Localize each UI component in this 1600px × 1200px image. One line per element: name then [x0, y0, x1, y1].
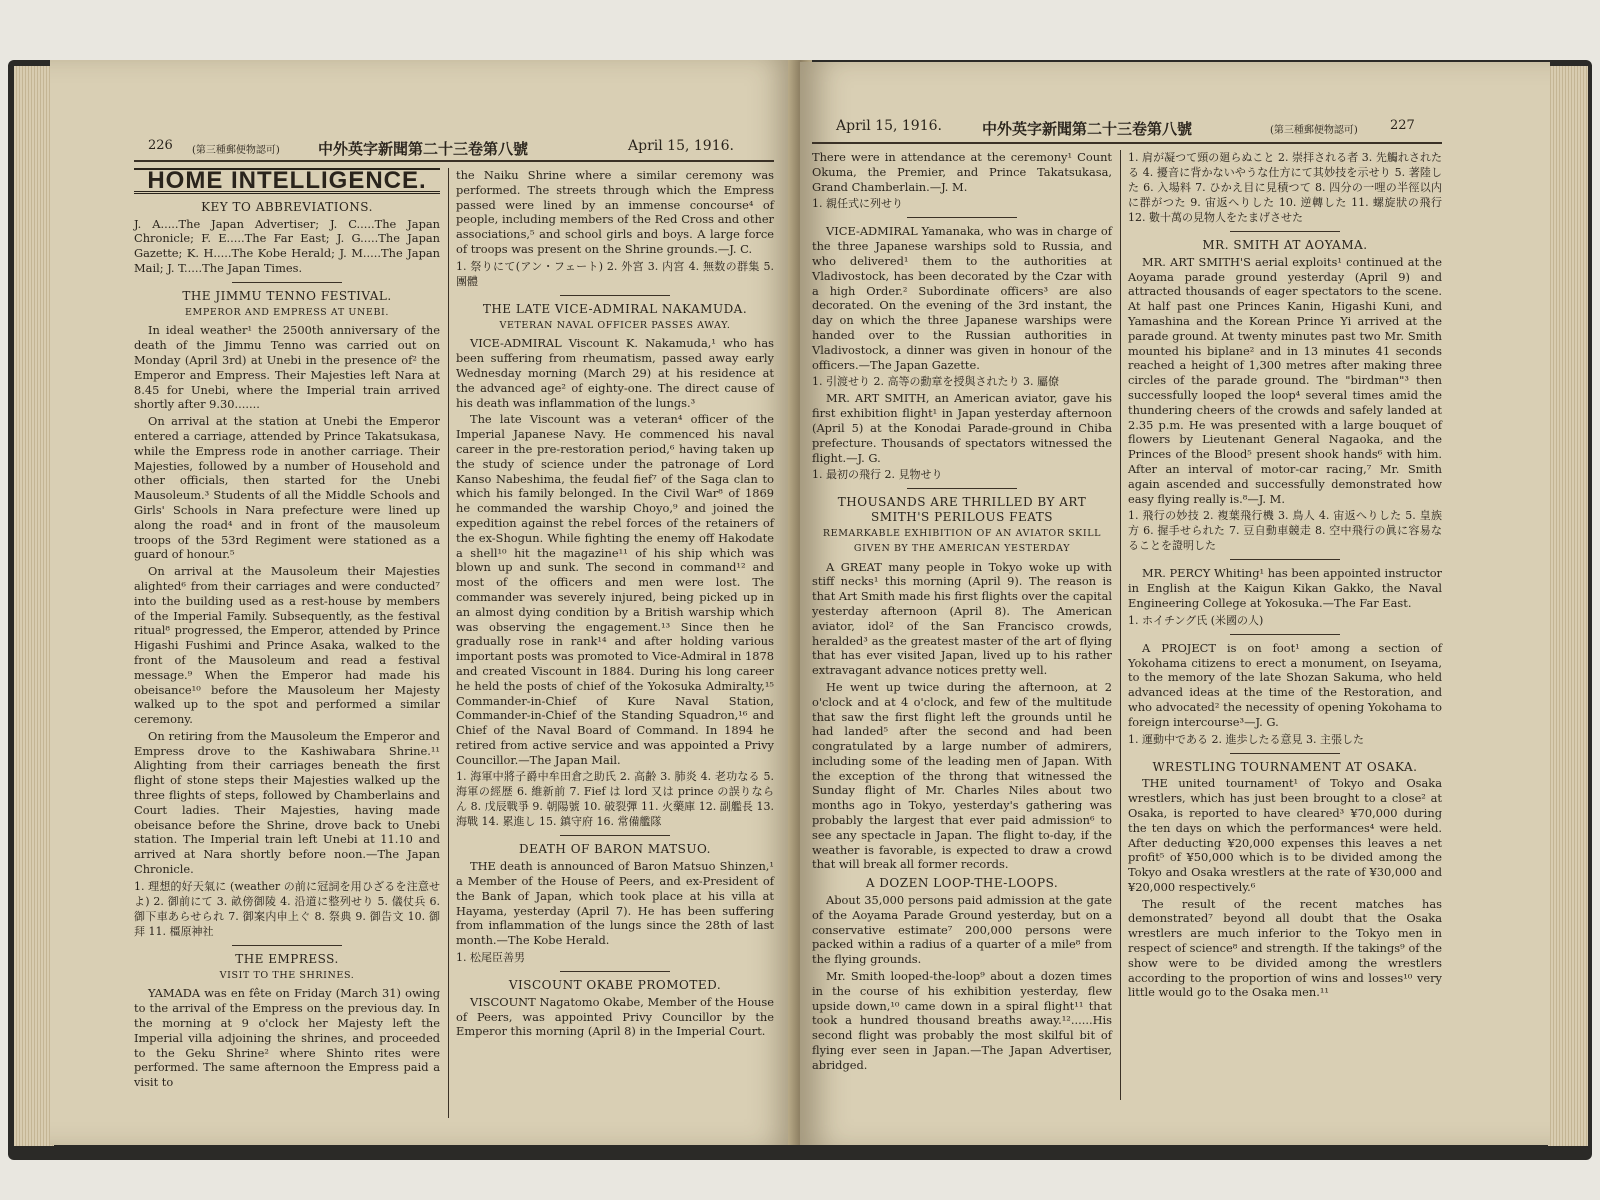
footnotes: 1. 引渡せり 2. 高等の勳章を授與されたり 3. 屬僚 [812, 375, 1059, 389]
article-paragraph: There were in attendance at the ceremony¹ Count Okuma, the Premier, and Prince Takatsukasa, Grand Chamberlain.—J. M. [812, 150, 1112, 194]
divider [1230, 634, 1340, 635]
column-divider [448, 168, 449, 1118]
article-text: J. A.....The Japan Advertiser; J. C.....The Japan Chronicle; F. E.....The Far East; J. G.....The Japan Gazette; K. H.....The Kobe Herald; J. M.....The Japan Mail; J. T.....The Japan Times. [134, 216, 440, 275]
article-heading: MR. SMITH AT AOYAMA. [1202, 238, 1368, 252]
article-paragraph: MR. PERCY Whiting¹ has been appointed instructor in English at the Kaigun Kikan Gakko, the Naval Engineering College at Yokosuka.—The Far East. [1128, 566, 1442, 610]
journal-title: 中外英字新聞第二十三卷第八號 [318, 140, 529, 158]
article-subheading: VETERAN NAVAL OFFICER PASSES AWAY. [499, 319, 731, 331]
divider [907, 488, 1017, 489]
footnotes: 1. 肩が凝つて頸の廻らぬこと 2. 崇拝される者 3. 先觸れされたる 4. 擾音に背かないやうな仕方にて其妙技を示せり 5. 著陸した 6. 入場料 7. ひかえ目に見積つて 8. 四分の一哩の半徑以内に群がつた 9. 宙返へりした 10. 逆轉した 11. 螺旋狀の飛行 12. 數十萬の見物人をたまげさせた [1128, 151, 1442, 224]
right-page-header [800, 118, 1550, 140]
article-heading: THE EMPRESS. [235, 951, 339, 966]
footnotes: 1. 飛行の妙技 2. 複葉飛行機 3. 鳥人 4. 宙返へりした 5. 皇族方 6. 握手せられた 7. 豆自動車競走 8. 空中飛行の眞に容易なることを證明した [1128, 509, 1442, 553]
article-paragraph: On arrival at the station at Unebi the Emperor entered a carriage, attended by Prince Takatsukasa, while the Empress rode in another carriage. Their Majesties, followed by a number of Household and other officials, then started for the Unebi Mausoleum.³ Students of all the Middle Schools and Girls' Schools in Nara prefecture were lined up along the road⁴ and in front of the mausoleum troops of the 53rd Regiment were stationed as a guard of honour.⁵ [134, 414, 440, 562]
article-paragraph: The late Viscount was a veteran⁴ officer of the Imperial Japanese Navy. He commenced his naval career in the pre-restoration period,⁶ having taken up the study of science under the patronage of Lord Kanso Nabeshima, the feudal fief⁷ of the Saga clan to which his family belonged. In the Civil War⁸ of 1869 he commanded the warship Choyo,⁹ and joined the expedition against the rebel forces of the retainers of the ex-Shogun. While fighting the enemy off Hakodate a shell¹⁰ hit the magazine¹¹ of his ship which was blown up and sunk. The second in command¹² and most of the officers and men were lost. The commander was severely injured, being picked up in an almost dying condition by a British warship which was observing the engagement.¹³ Since then he gradually rose in rank¹⁴ and after holding various important posts was promoted to Vice-Admiral in 1878 and created Viscount in 1884. During his long career he held the posts of chief of the Yokosuka Admiralty,¹⁵ Commander-in-Chief of Kure Naval Station, Commander-in-Chief of the Standing Squadron,¹⁶ and Chief of the Naval Board of Command. In 1894 he retired from active service and was appointed a Privy Councillor.—The Japan Mail. [456, 412, 774, 767]
column-divider [1120, 150, 1121, 1100]
divider [232, 282, 342, 283]
article-heading: WRESTLING TOURNAMENT AT OSAKA. [1152, 759, 1418, 774]
header-rule [812, 142, 1442, 144]
footnotes: 1. ホイチング氏 (米國の人) [1128, 613, 1264, 627]
article-paragraph: A GREAT many people in Tokyo woke up with stiff necks¹ this morning (April 9). The reason is that Art Smith made his first flights over the capital yesterday afternoon (April 8). The American aviator, idol² of the San Francisco crowds, heralded³ as the greatest master of the art of flying that has ever visited Japan, lived up to his rather extravagant advance notices pretty well. [812, 559, 1112, 678]
divider [1230, 231, 1340, 232]
article-paragraph: THE death is announced of Baron Matsuo Shinzen,¹ a Member of the House of Peers, and ex-President of the Bank of Japan, which took place at his villa at Hayama, yesterday (April 7). He has been suffering from inflammation of the lungs since the 28th of last month.—The Kobe Herald. [456, 859, 774, 948]
section-title: HOME INTELLIGENCE. [134, 168, 440, 194]
article-paragraph: He went up twice during the afternoon, at 2 o'clock and at 4 o'clock, and few of the multitude that saw the first flight left the grounds until he had landed⁵ after the second and had been congratulated by a large number of admirers, including some of the leading men of Japan. With the exception of the throng that witnessed the Sunday flight of Mr. Charles Niles about two months ago in Tokyo, yesterday's gathering was probably the largest that ever paid admission⁶ to see any spectacle in Japan. The flight to-day, if the weather is favorable, is expected to draw a crowd that will break all former records. [812, 679, 1112, 872]
article-paragraph: VICE-ADMIRAL Yamanaka, who was in charge of the three Japanese warships sold to Russia, and who delivered¹ them to the authorities at Vladivostock, has been decorated by the Czar with a high Order.² Subordinate officers³ are also decorated. On the evening of the 3rd instant, the day on which the three Japanese warships were handed over to the Russian authorities in Vladivostock, a dinner was given in honour of the officers.—The Japan Gazette. [812, 224, 1112, 372]
divider [1230, 753, 1340, 754]
footnotes: 1. 理想的好天氣に (weather の前に冠詞を用ひざるを注意せよ) 2. 御前にて 3. 畝傍御陵 4. 沿道に整列せり 5. 儀仗兵 6. 御下車あらせられ 7. 御案内申上ぐ 8. 祭典 9. 御告文 10. 御拜 11. 橿原神社 [134, 879, 440, 938]
article-paragraph: MR. ART SMITH'S aerial exploits¹ continued at the Aoyama parade ground yesterday (April 9) and attracted thousands of eager spectators to the scene. At half past one Princes Kanin, Higashi Kuni, and Yamashina and the Korean Prince Yi arrived at the parade ground. At twenty minutes past two Mr. Smith mounted his biplane² and in 13 minutes 41 seconds reached a height of 1,300 metres after making three circles of the parade ground. The "birdman"³ then successfully looped the loop⁴ several times amid the thundering cheers of the crowds and safely landed at 2.35 p.m. He was presented with a large bouquet of flowers by Lieutenant General Nagaoka, and the Princes of the Blood⁵ present shook hands⁶ with him. After an interval of motor-car racing,⁷ Mr. Smith again ascended and successfully demonstrated how easy flying really is.⁸—J. M. [1128, 254, 1442, 506]
article-paragraph: VISCOUNT Nagatomo Okabe, Member of the House of Peers, was appointed Privy Councillor by the Emperor this morning (April 8) in the Imperial Court. [456, 994, 774, 1039]
postal-permit: (第三種郵便物認可) [192, 145, 280, 156]
article-paragraph: VICE-ADMIRAL Viscount K. Nakamuda,¹ who has been suffering from rheumatism, passed away early Wednesday morning (March 29) at his residence at the advanced age² of eighty-one. The direct cause of his death was inflammation of the lungs.³ [456, 336, 774, 410]
article-heading: KEY TO ABBREVIATIONS. [201, 199, 373, 214]
article-subheading: VISIT TO THE SHRINES. [219, 969, 355, 981]
right-page [800, 62, 1550, 1145]
article-paragraph: A PROJECT is on foot¹ among a section of Yokohama citizens to erect a monument, on Iseyama, to the memory of the late Shozan Sakuma, who held advanced ideas at the time of the Restoration, and who advocated² the necessity of opening Yokohama to foreign intercourse³—J. G. [1128, 640, 1442, 729]
article-heading: THE JIMMU TENNO FESTIVAL. [182, 288, 392, 303]
footnotes: 1. 最初の飛行 2. 見物せり [812, 468, 943, 482]
left-column-1 [134, 168, 440, 1092]
left-page [50, 60, 798, 1145]
article-paragraph: About 35,000 persons paid admission at the gate of the Aoyama Parade Ground yesterday, but on a conservative estimate⁷ 200,000 persons were packed within a radius of a quarter of a mile⁸ from the flying grounds. [812, 893, 1112, 967]
left-column-2 [456, 168, 774, 1041]
page-number: 226 [148, 138, 173, 153]
divider [560, 295, 670, 296]
article-heading: DEATH OF BARON MATSUO. [519, 842, 711, 857]
article-paragraph: THE united tournament¹ of Tokyo and Osaka wrestlers, which has just been brought to a close² at Osaka, is reported to have cleared³ ¥70,000 during the ten days on which the performances⁴ were held. After deducting ¥20,000 expenses this leaves a net profit⁵ of ¥50,000 which is to be divided among the Tokyo and Osaka wrestlers at the rate of ¥30,000 and ¥20,000 respectively.⁶ [1128, 776, 1442, 894]
article-paragraph: In ideal weather¹ the 2500th anniversary of the death of the Jimmu Tenno was carried out on Monday (April 3rd) at Unebi in the presence of² the Emperor and Empress. Their Majesties left Nara at 8.45 for Unebi, where the Imperial train arrived shortly after 9.30....... [134, 323, 440, 412]
divider [907, 217, 1017, 218]
divider [232, 945, 342, 946]
issue-date: April 15, 1916. [628, 138, 734, 154]
divider [1230, 559, 1340, 560]
article-paragraph: The result of the recent matches has demonstrated⁷ beyond all doubt that the Osaka wrestlers are much inferior to the Tokyo men in respect of science⁸ and strength. If the takings⁹ of the show were to be divided among the wrestlers according to the proportion of wins and losses¹⁰ very little would go to the Osaka men.¹¹ [1128, 896, 1442, 1000]
article-heading: THOUSANDS ARE THRILLED BY ART SMITH'S PERILOUS FEATS [837, 495, 1087, 525]
footnotes: 1. 松尾臣善男 [456, 951, 525, 965]
article-heading: THE LATE VICE-ADMIRAL NAKAMUDA. [482, 301, 748, 316]
article-paragraph: the Naiku Shrine where a similar ceremony was performed. The streets through which the Empress passed were lined by an immense concourse⁴ of people, including members of the Red Cross and other associations,⁵ and school girls and boys. A large force of troops was present on the Shrine grounds.—J. C. [456, 168, 774, 256]
article-paragraph: On retiring from the Mausoleum the Emperor and Empress drove to the Kashiwabara Shrine.¹¹ Alighting from their carriages beneath the first flight of stone steps their Majesties walked up the three flights of steps, followed by Chamberlains and Court ladies. Their Majesties, having made obeisance before the Shrine, drove back to Unebi station. The Imperial train left Unebi at 11.10 and arrived at Nara shortly before noon.—The Japan Chronicle. [134, 728, 440, 877]
footnotes: 1. 運動中である 2. 進歩したる意見 3. 主張した [1128, 732, 1364, 746]
article-heading: A DOZEN LOOP-THE-LOOPS. [865, 876, 1059, 891]
right-column-2 [1128, 150, 1442, 1002]
right-column-1 [812, 150, 1112, 1075]
divider [560, 835, 670, 836]
article-paragraph: MR. ART SMITH, an American aviator, gave his first exhibition flight¹ in Japan yesterday afternoon (April 5) at the Konodai Parade-ground in Chiba prefecture. Thousands of spectators witnessed the flight.—J. G. [812, 391, 1112, 465]
article-paragraph: On arrival at the Mausoleum their Majesties alighted⁶ from their carriages and were conducted⁷ into the building used as a rest-house by members of the Imperial Family. Subsequently, as the festival ritual⁸ progressed, the Emperor, attended by Prince Higashi Fushimi and Prince Asaka, walked to the front of the Mausoleum and read a festival message.⁹ When the Emperor had made his obeisance¹⁰ before the Mausoleum her Majesty walked up to the spot and performed a similar ceremony. [134, 564, 440, 727]
header-rule [134, 160, 774, 162]
article-heading: VISCOUNT OKABE PROMOTED. [508, 978, 722, 993]
postal-permit: (第三種郵便物認可) [1270, 125, 1358, 136]
article-subheading: REMARKABLE EXHIBITION OF AN AVIATOR SKILL GIVEN BY THE AMERICAN YESTERDAY [822, 527, 1102, 554]
article-subheading: EMPEROR AND EMPRESS AT UNEBI. [184, 306, 390, 318]
article-paragraph: YAMADA was en fête on Friday (March 31) owing to the arrival of the Empress on the previous day. In the morning at 9 o'clock her Majesty left the Imperial villa adjoining the shrines, and proceeded to the Geku Shrine² where Shinto rites were performed. The same afternoon the Empress paid a visit to [134, 986, 440, 1090]
journal-title: 中外英字新聞第二十三卷第八號 [982, 120, 1193, 138]
left-page-edges [14, 66, 54, 1146]
issue-date: April 15, 1916. [836, 118, 942, 134]
right-page-edges [1548, 66, 1588, 1146]
article-paragraph: Mr. Smith looped-the-loop⁹ about a dozen times in the course of his exhibition yesterday, flew upside down,¹⁰ came down in a spiral flight¹¹ that took a hundred thousand breaths away.¹²......His second flight was probably the most skilful bit of flying ever seen in Japan.—The Japan Advertiser, abridged. [812, 969, 1112, 1072]
footnotes: 1. 祭りにて(アン・フェート) 2. 外宮 3. 内宮 4. 無数の群集 5. 團體 [456, 259, 774, 288]
left-page-header [50, 138, 798, 160]
divider [560, 971, 670, 972]
footnotes: 1. 親任式に列せり [812, 197, 903, 211]
page-number: 227 [1390, 118, 1415, 133]
footnotes: 1. 海軍中將子爵中牟田倉之助氏 2. 高齢 3. 肺炎 4. 老功なる 5. 海軍の經歴 6. 維新前 7. Fief は lord 又は prince の誤りならん 8. 戊辰戰爭 9. 朝陽號 10. 破裂彈 11. 火藥庫 12. 副艦長 13. 海戰 14. 累進し 15. 鎮守府 16. 常備艦隊 [456, 770, 774, 829]
